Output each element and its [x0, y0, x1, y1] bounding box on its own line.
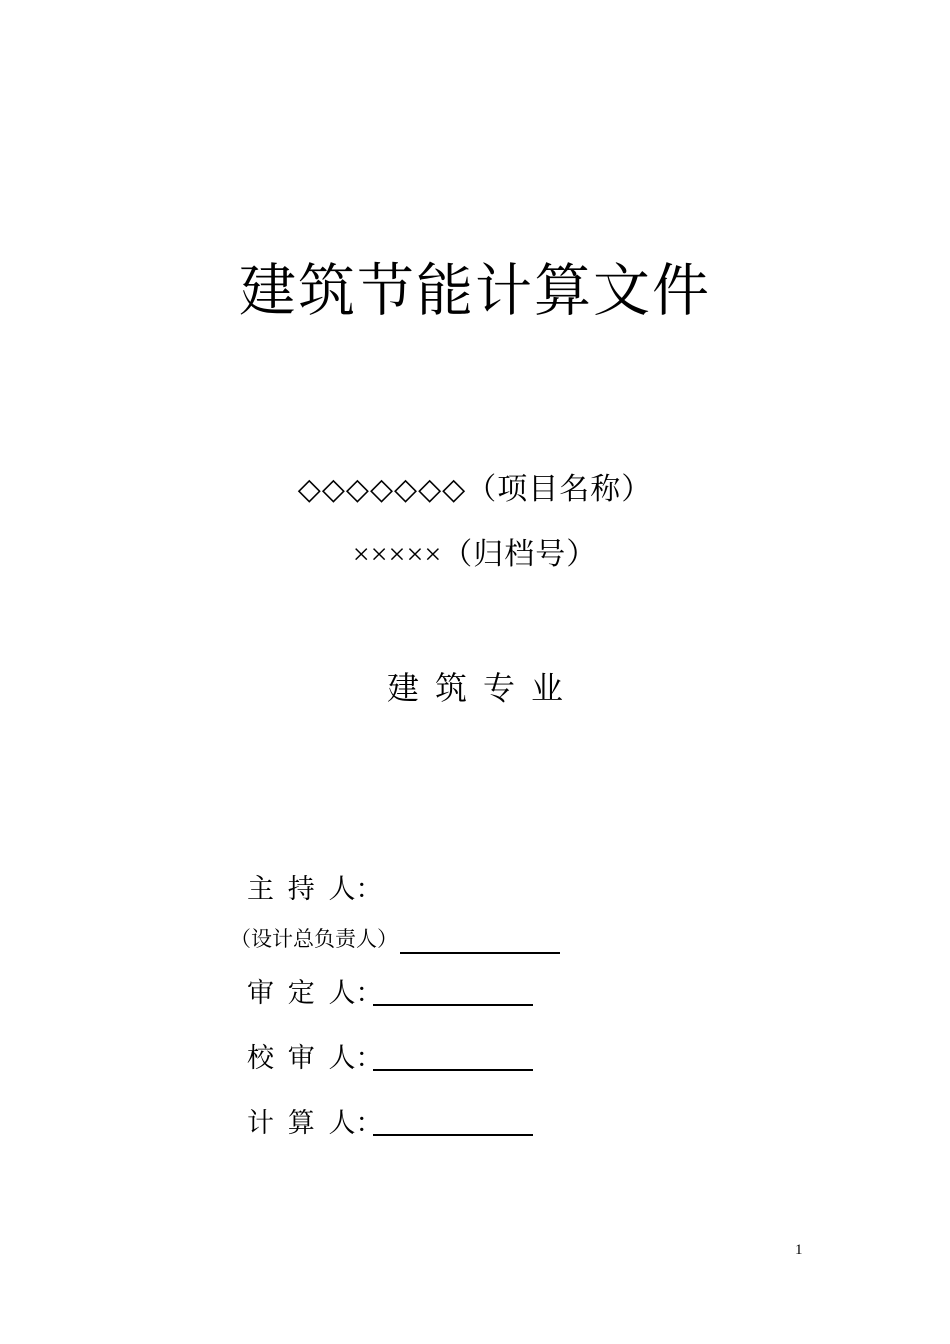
checker-signature-line [373, 1069, 533, 1071]
archive-number-placeholder-line: ×××××（归档号） [352, 538, 598, 571]
approver-label: 审 定 人： [247, 978, 383, 1008]
checker-label: 校 审 人： [247, 1043, 383, 1073]
page-number: 1 [795, 1242, 803, 1258]
calculator-signature-line [373, 1134, 533, 1136]
presider-signature-line [400, 952, 560, 954]
approver-signature-line [373, 1004, 533, 1006]
project-name-placeholder-line: ◇◇◇◇◇◇◇（项目名称） [297, 473, 653, 506]
presider-label: 主 持 人： [247, 874, 383, 904]
discipline-label: 建 筑 专 业 [386, 670, 563, 706]
document-title: 建筑节能计算文件 [239, 260, 711, 323]
chief-designer-sublabel: （设计总负责人） [230, 927, 398, 951]
calculator-label: 计 算 人： [247, 1108, 383, 1138]
